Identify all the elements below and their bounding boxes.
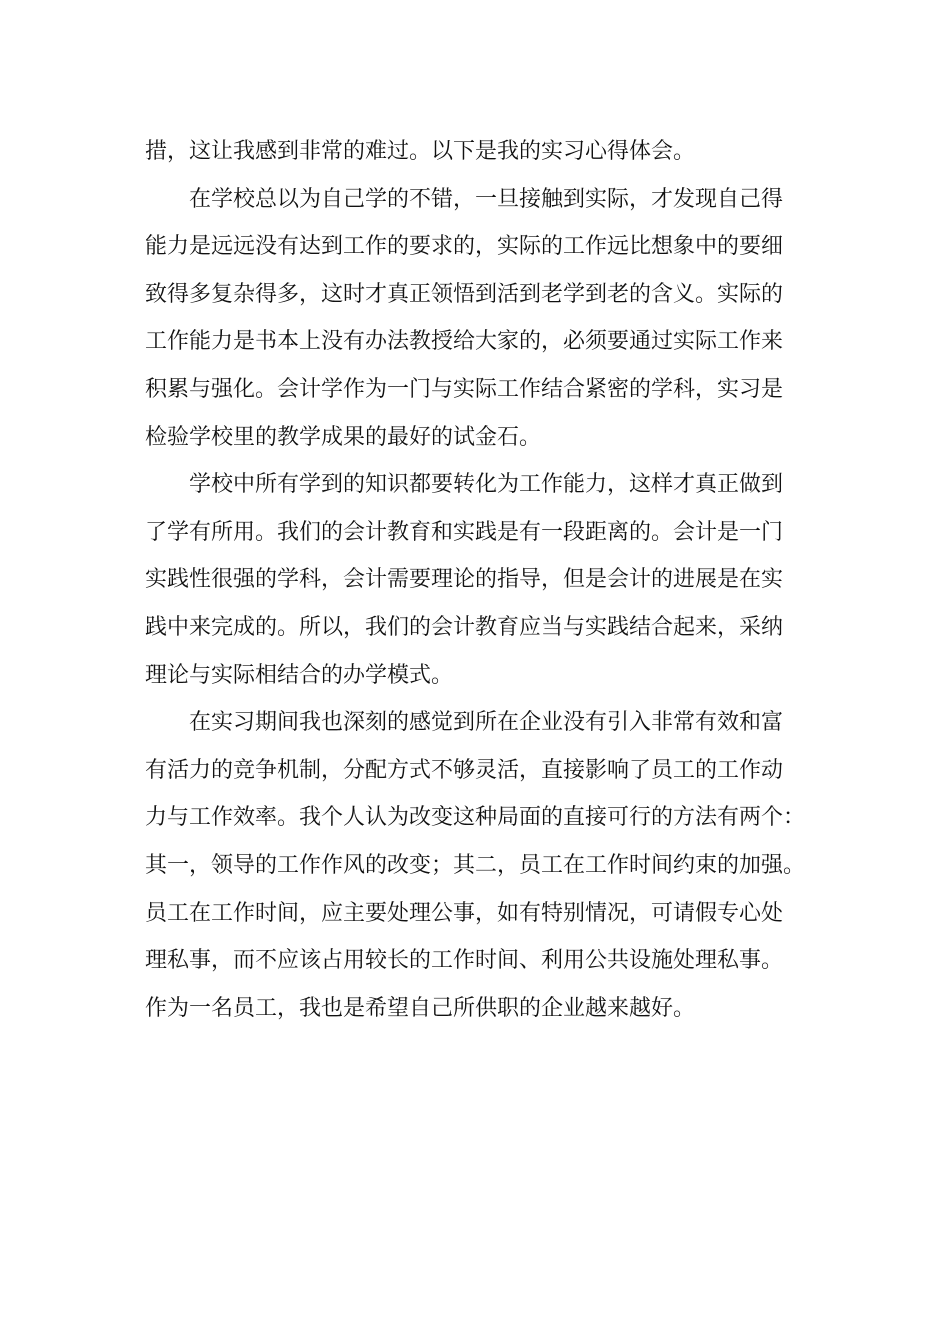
- paragraph-start-line: 学校中所有学到的知识都要转化为工作能力，这样才真正做到: [189, 472, 784, 498]
- text-line: 理论与实际相结合的办学模式。: [145, 662, 454, 688]
- text-line: 实践性很强的学科，会计需要理论的指导，但是会计的进展是在实: [145, 567, 784, 593]
- text-line: 措，这让我感到非常的难过。以下是我的实习心得体会。: [145, 139, 696, 164]
- text-line: 践中来完成的。所以，我们的会计教育应当与实践结合起来，采纳: [145, 614, 784, 640]
- paragraph-start-line: 在实习期间我也深刻的感觉到所在企业没有引入非常有效和富: [189, 710, 784, 736]
- paragraph-start-line: 在学校总以为自己学的不错，一旦接触到实际，才发现自己得: [189, 186, 784, 212]
- text-line: 致得多复杂得多，这时才真正领悟到活到老学到老的含义。实际的: [145, 281, 784, 307]
- text-line: 员工在工作时间，应主要处理公事，如有特别情况，可请假专心处: [145, 900, 784, 926]
- text-line: 作为一名员工，我也是希望自己所供职的企业越来越好。: [145, 995, 696, 1021]
- text-line: 工作能力是书本上没有办法教授给大家的，必须要通过实际工作来: [145, 329, 784, 355]
- text-line: 能力是远远没有达到工作的要求的，实际的工作远比想象中的要细: [145, 234, 784, 260]
- text-line: 检验学校里的教学成果的最好的试金石。: [145, 424, 542, 450]
- text-line: 了学有所用。我们的会计教育和实践是有一段距离的。会计是一门: [145, 519, 784, 545]
- document-body: [145, 128, 825, 1032]
- text-line: 其一，领导的工作作风的改变；其二，员工在工作时间约束的加强。: [145, 852, 806, 878]
- text-line: 积累与强化。会计学作为一门与实际工作结合紧密的学科，实习是: [145, 376, 784, 402]
- text-line: 力与工作效率。我个人认为改变这种局面的直接可行的方法有两个：: [145, 805, 806, 831]
- text-line: 理私事，而不应该占用较长的工作时间、利用公共设施处理私事。: [145, 948, 784, 974]
- text-line: 有活力的竞争机制，分配方式不够灵活，直接影响了员工的工作动: [145, 757, 784, 783]
